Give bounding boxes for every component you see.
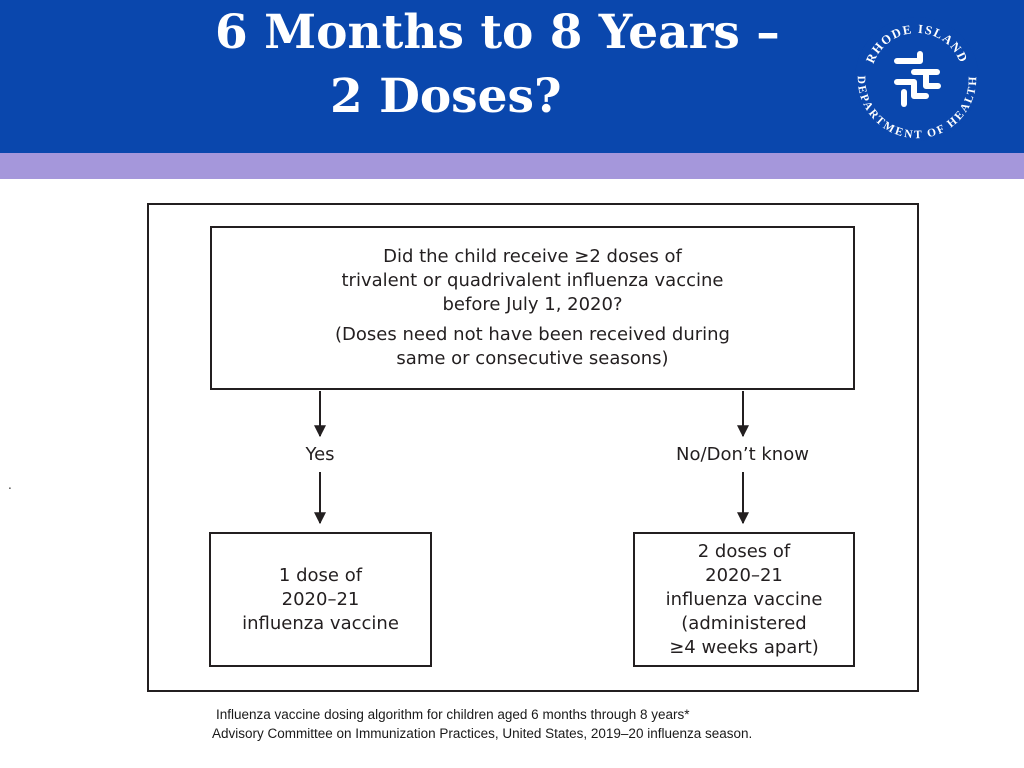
logo-text-bottom: DEPARTMENT OF HEALTH (854, 75, 980, 142)
one-dose-line: 2020–21 (281, 588, 360, 610)
page-title (200, 0, 800, 130)
one-dose-line: 1 dose of (278, 564, 363, 586)
question-note-line: (Doses need not have been received during (335, 324, 730, 345)
logo-text-top: RHODE ISLAND (863, 21, 971, 66)
title-line-1: 6 Months to 8 Years – (215, 5, 780, 60)
question-line: before July 1, 2020? (442, 294, 623, 315)
one-dose-box (209, 532, 432, 667)
ri-health-logo-icon (852, 14, 982, 144)
one-dose-line: influenza vaccine (242, 612, 399, 634)
question-line: trivalent or quadrivalent influenza vaccine (341, 270, 724, 291)
page-mark: . (8, 478, 12, 492)
caption-line-2: Advisory Committee on Immunization Practices, United States, 2019–20 influenza season. (212, 726, 753, 741)
two-doses-box (633, 532, 855, 667)
title-line-2: 2 Doses? (330, 69, 562, 124)
accent-band (0, 153, 1024, 179)
question-box (210, 226, 855, 390)
yes-branch-label: Yes (305, 444, 335, 465)
caption-line-1: Influenza vaccine dosing algorithm for children aged 6 months through 8 years* (216, 707, 690, 722)
two-doses-line: ≥4 weeks apart) (669, 636, 819, 658)
two-doses-line: influenza vaccine (665, 588, 823, 610)
figure-caption (212, 705, 912, 743)
no-branch-label: No/Don’t know (676, 444, 809, 465)
question-line: Did the child receive ≥2 doses of (383, 246, 682, 267)
two-doses-line: 2 doses of (697, 540, 791, 562)
two-doses-line: (administered (681, 612, 807, 634)
two-doses-line: 2020–21 (705, 564, 783, 586)
question-note-line: same or consecutive seasons) (396, 348, 669, 369)
